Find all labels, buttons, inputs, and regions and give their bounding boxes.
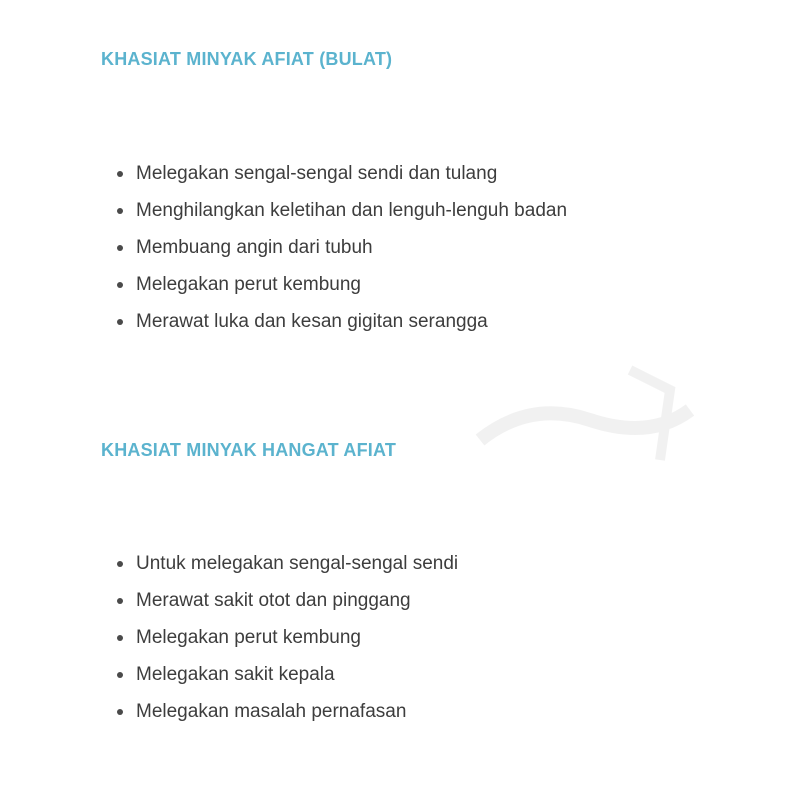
bullet-icon — [117, 709, 123, 715]
bullet-icon — [117, 171, 123, 177]
section-heading-minyak-hangat-afiat: KHASIAT MINYAK HANGAT AFIAT — [101, 440, 397, 460]
list-item — [116, 160, 567, 197]
benefits-list-minyak-hangat-afiat — [116, 550, 458, 735]
bullet-icon — [117, 208, 123, 214]
list-item — [116, 308, 567, 345]
bullet-icon — [117, 635, 123, 641]
list-item — [116, 271, 567, 308]
bullet-icon — [117, 319, 123, 325]
bullet-icon — [117, 561, 123, 567]
list-item-text: Untuk melegakan sengal-sengal sendi — [136, 553, 459, 574]
watermark-graphic — [470, 360, 700, 470]
list-item — [116, 624, 458, 661]
list-item — [116, 587, 458, 624]
list-item-text: Melegakan masalah pernafasan — [136, 701, 407, 722]
list-item-text: Melegakan sakit kepala — [136, 664, 335, 685]
list-item-text: Menghilangkan keletihan dan lenguh-lenguh badan — [136, 200, 568, 221]
list-item — [116, 197, 567, 234]
bullet-icon — [117, 672, 123, 678]
list-item — [116, 698, 458, 735]
list-item-text: Melegakan perut kembung — [136, 274, 361, 295]
benefits-list-minyak-afiat-bulat — [116, 160, 567, 345]
list-item-text: Merawat sakit otot dan pinggang — [136, 590, 411, 611]
section-heading-minyak-afiat-bulat: KHASIAT MINYAK AFIAT (BULAT) — [101, 49, 393, 69]
bullet-icon — [117, 245, 123, 251]
list-item-text: Membuang angin dari tubuh — [136, 237, 373, 258]
list-item-text: Melegakan sengal-sengal sendi dan tulang — [136, 163, 498, 184]
list-item — [116, 661, 458, 698]
list-item-text: Melegakan perut kembung — [136, 627, 361, 648]
bullet-icon — [117, 282, 123, 288]
list-item — [116, 550, 458, 587]
bullet-icon — [117, 598, 123, 604]
list-item-text: Merawat luka dan kesan gigitan serangga — [136, 311, 488, 332]
list-item — [116, 234, 567, 271]
